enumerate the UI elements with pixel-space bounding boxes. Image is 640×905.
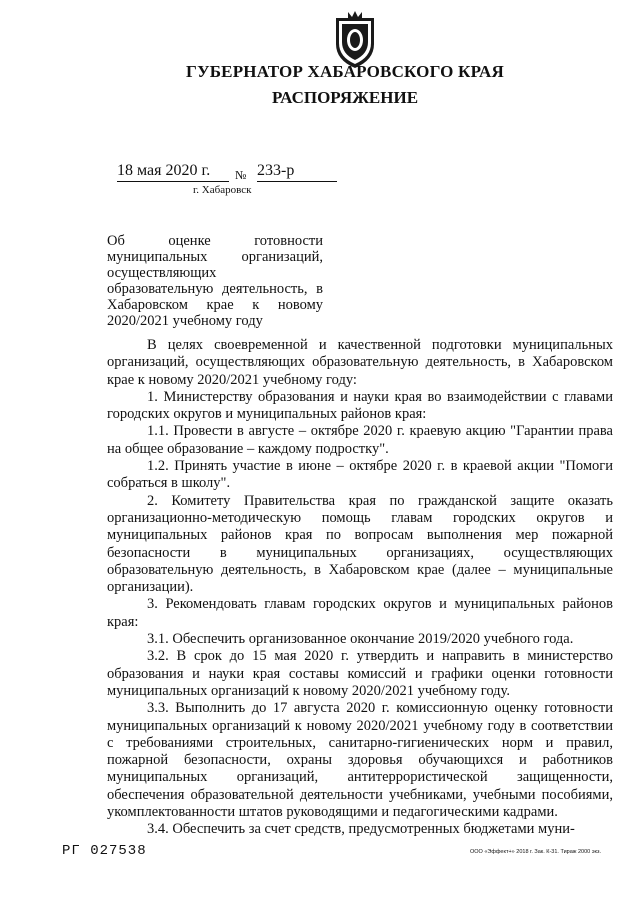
paragraph: В целях своевременной и качественной подготовки муниципальных организаций, осуществляющих образовательную деятельность, в Хабаровском крае к новому 2020/2021 учебному году: <box>107 337 613 388</box>
form-serial-number: РГ 027538 <box>62 843 147 859</box>
paragraph: 3.2. В срок до 15 мая 2020 г. утвердить и направить в министерство образования и науки края составы комиссий и графики оценки готовности муниципальных организаций к новому 2020/2021 учебному году. <box>107 648 613 699</box>
paragraph: 3.1. Обеспечить организованное окончание 2019/2020 учебного года. <box>147 631 574 648</box>
printer-imprint: ООО «Эффект+» 2018 г. Зак. К-31. Тираж 2000 экз. <box>470 849 602 855</box>
paragraph: 1. Министерству образования и науки края во взаимодействии с главами городских округов и муниципальных районов края: <box>107 388 613 423</box>
document-date: 18 мая 2020 г. <box>117 162 229 182</box>
document-type: РАСПОРЯЖЕНИЕ <box>271 88 419 107</box>
coat-of-arms-icon <box>330 8 380 70</box>
document-body <box>107 337 613 839</box>
document-subject: Об оценке готовности муниципальных организаций, осуществляющих образовательную деятельность, в Хабаровском крае к новому 2020/2021 учебному году <box>107 233 323 329</box>
paragraph: 1.1. Провести в августе – октябре 2020 г. краевую акцию "Гарантии права на общее образование – каждому подростку". <box>107 423 613 457</box>
paragraph: 1.2. Принять участие в июне – октябре 2020 г. в краевой акции "Помоги собраться в школу". <box>107 458 613 492</box>
paragraph: 3. Рекомендовать главам городских округов и муниципальных районов края: <box>107 596 613 630</box>
document-number: 233-р <box>257 162 337 182</box>
paragraph: 3.4. Обеспечить за счет средств, предусмотренных бюджетами муни- <box>147 821 575 838</box>
governor-title: ГУБЕРНАТОР ХАБАРОВСКОГО КРАЯ <box>186 62 504 81</box>
number-sign: № <box>235 168 247 182</box>
paragraph: 2. Комитету Правительства края по гражданской защите оказать организационно-методическую помощь главам городских округов и муниципальных районов края по вопросам выполнения мер пожарной безопасности в муниципальных организациях, осуществляющих образовательную деятельность, в Хабаровском крае (далее – муниципальные организации). <box>107 492 613 596</box>
document-city: г. Хабаровск <box>193 184 252 196</box>
paragraph: 3.3. Выполнить до 17 августа 2020 г. комиссионную оценку готовности муниципальных организаций к новому 2020/2021 учебному году в соответствии с требованиями строительных, санитарно-гигиенических норм и правил, пожарной безопасности, охраны здоровья обучающихся и работников муниципальных организаций, антитеррористической защищенности, обеспечения образовательной деятельности учебниками, учебными пособиями, укомплектованности штатов руководящими и педагогическими кадрами. <box>107 700 613 821</box>
